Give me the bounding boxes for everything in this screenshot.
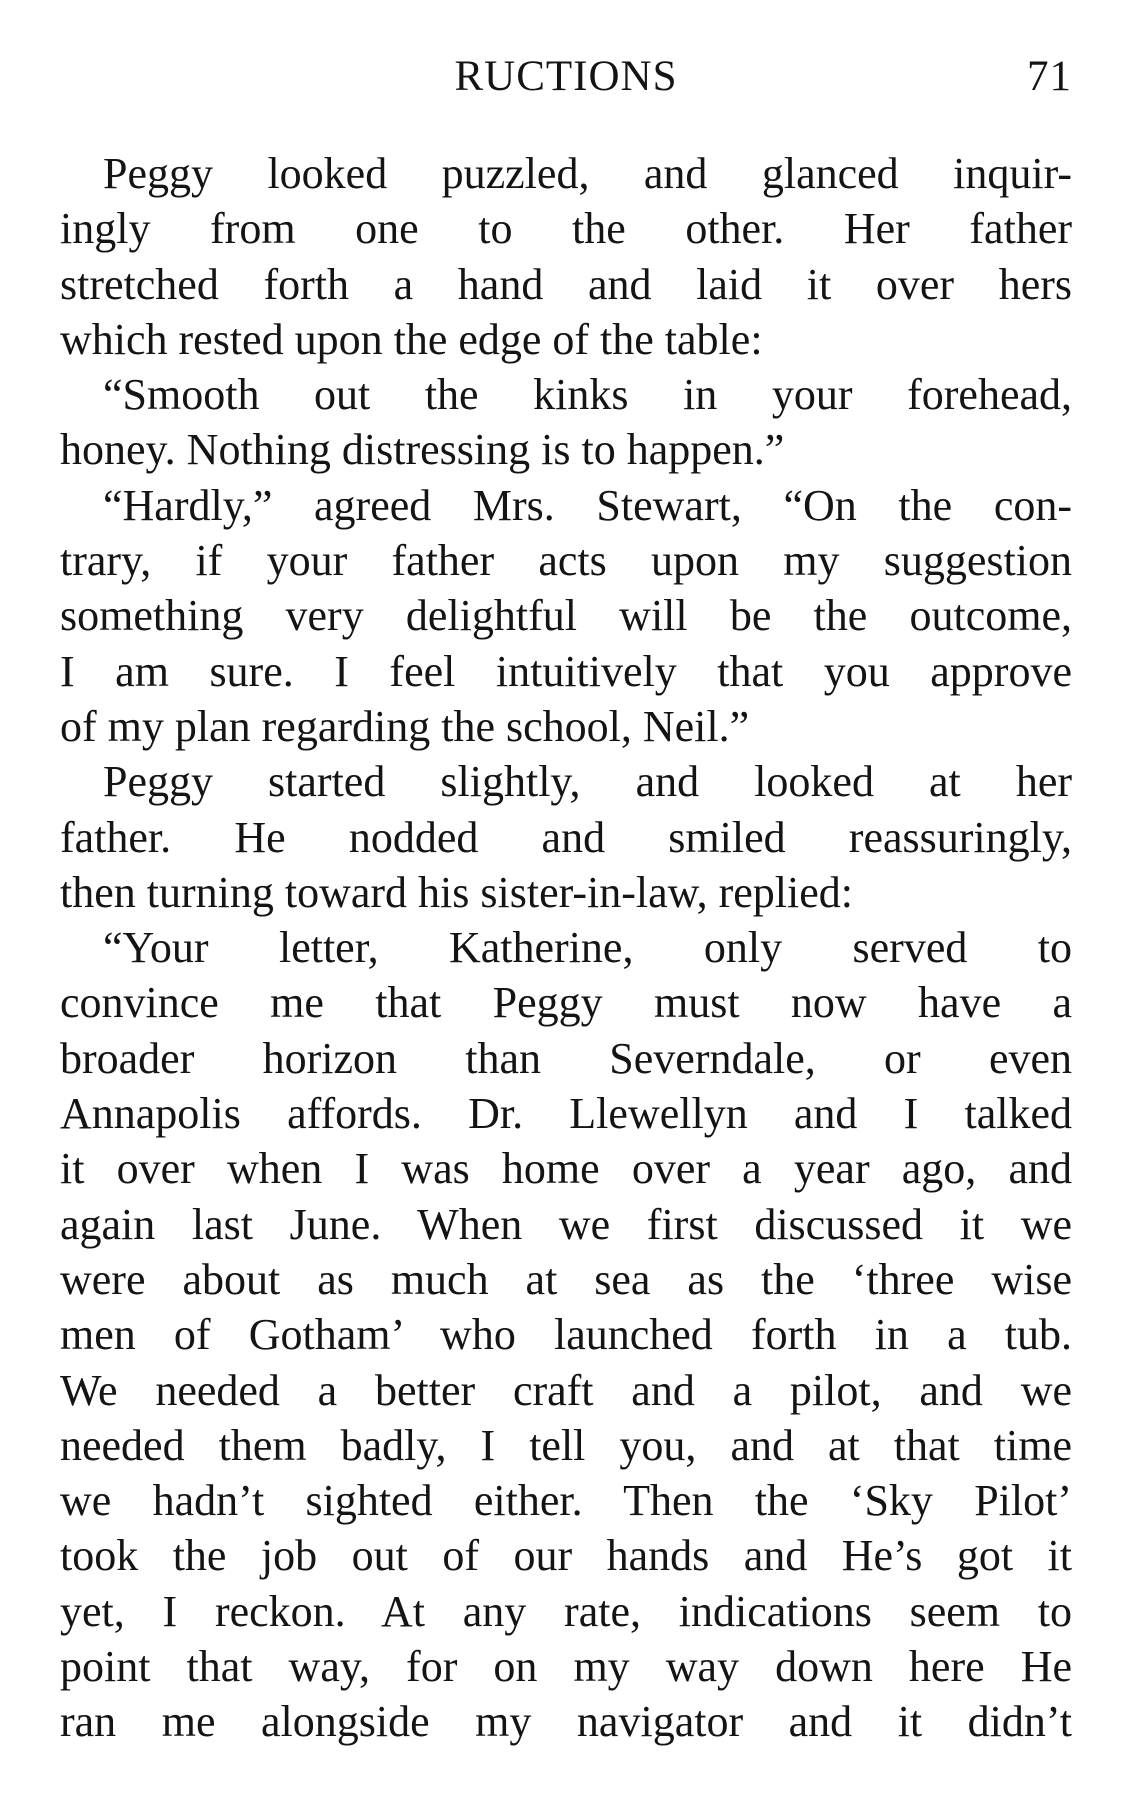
text-line: father. He nodded and smiled reassuringly, <box>60 812 1072 862</box>
text-line: point that way, for on my way down here He <box>60 1642 1072 1692</box>
page-number: 71 <box>1027 53 1072 100</box>
text-line: convince me that Peggy must now have a <box>60 978 1072 1028</box>
text-line: We needed a better craft and a pilot, and we <box>60 1365 1072 1415</box>
text-line: “Your letter, Katherine, only served to <box>103 923 1072 973</box>
running-title: RUCTIONS <box>454 53 678 100</box>
text-line: something very delightful will be the outcome, <box>60 591 1072 641</box>
text-line: yet, I reckon. At any rate, indications seem to <box>60 1586 1072 1636</box>
body-text <box>60 146 1072 1750</box>
text-line: ran me alongside my navigator and it didn’t <box>60 1697 1072 1747</box>
text-line: then turning toward his sister-in-law, replied: <box>60 867 853 917</box>
text-line: I am sure. I feel intuitively that you approve <box>60 646 1072 696</box>
text-line: Peggy started slightly, and looked at her <box>103 757 1072 807</box>
text-line: ingly from one to the other. Her father <box>60 204 1072 254</box>
text-line: Peggy looked puzzled, and glanced inquir- <box>103 149 1072 198</box>
running-head <box>60 52 1072 102</box>
text-line: Annapolis affords. Dr. Llewellyn and I talked <box>60 1089 1072 1139</box>
text-line: needed them badly, I tell you, and at that time <box>60 1420 1072 1470</box>
text-line: took the job out of our hands and He’s got it <box>60 1531 1072 1581</box>
text-line: “Hardly,” agreed Mrs. Stewart, “On the con- <box>103 480 1072 530</box>
text-line: “Smooth out the kinks in your forehead, <box>103 370 1072 420</box>
text-line: of my plan regarding the school, Neil.” <box>60 701 750 751</box>
text-line: we hadn’t sighted either. Then the ‘Sky Pilot’ <box>60 1476 1072 1526</box>
text-line: were about as much at sea as the ‘three wise <box>60 1254 1072 1304</box>
text-line: stretched forth a hand and laid it over hers <box>60 259 1072 309</box>
text-line: honey. Nothing distressing is to happen.” <box>60 425 785 475</box>
text-line: broader horizon than Severndale, or even <box>60 1033 1072 1083</box>
text-line: which rested upon the edge of the table: <box>60 314 763 364</box>
text-line: men of Gotham’ who launched forth in a tub. <box>60 1310 1072 1360</box>
text-line: trary, if your father acts upon my suggestion <box>60 536 1072 586</box>
text-line: it over when I was home over a year ago, and <box>60 1144 1072 1194</box>
text-line: again last June. When we first discussed it we <box>60 1199 1072 1249</box>
